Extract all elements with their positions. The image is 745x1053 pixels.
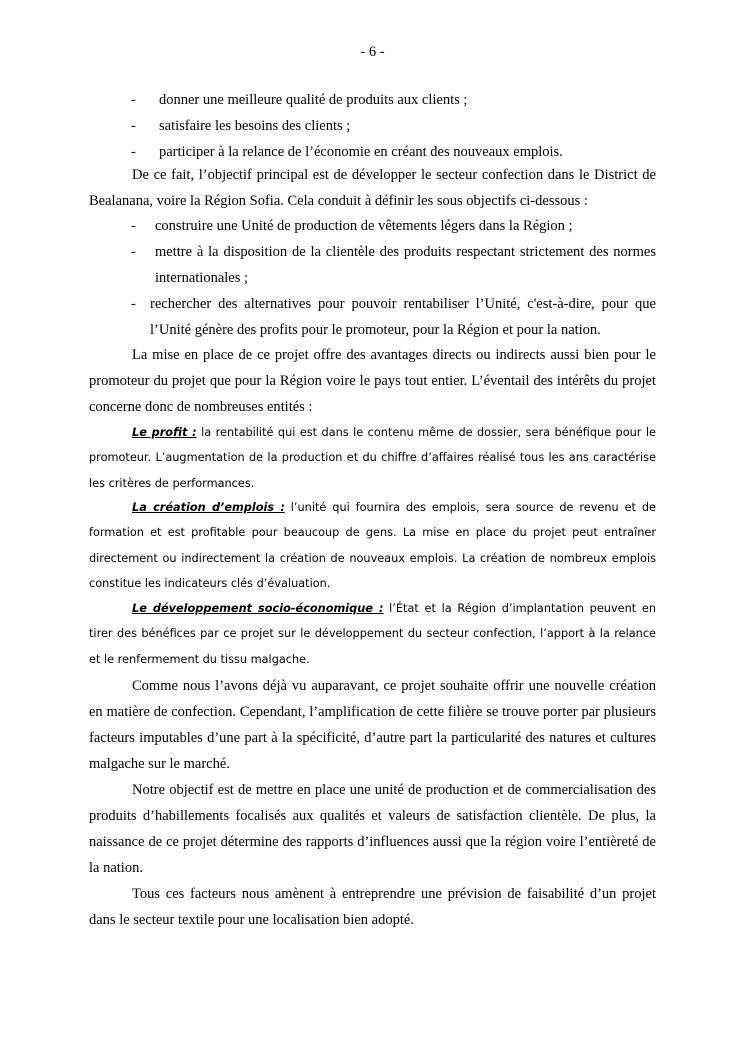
list-item [89, 213, 656, 239]
bullet-dash: - [131, 144, 136, 160]
paragraph-emplois [89, 495, 656, 596]
list-item-text: participer à la relance de l’économie en créant des nouveaux emplois. [159, 144, 563, 160]
bullet-dash: - [131, 296, 136, 312]
socio-text: l’État et la Région d’implantation peuvent en tirer des bénéfices par ce projet sur le développement du secteur confection, l’apport à la relance et le renfermement du tissu malgache. [89, 602, 656, 666]
paragraph-objective: De ce fait, l’objectif principal est de développer le secteur confection dans le District de Bealanana, voire la Région Sofia. Cela conduit à définir les sous objectifs ci-dessous : [89, 167, 656, 209]
bullet-dash: - [131, 244, 136, 260]
profit-text: la rentabilité qui est dans le contenu même de dossier, sera bénéfique pour le promoteur. L’augmentation de la production et du chiffre d’affaires réalisé tous les ans caractérise les critères de performances. [89, 426, 656, 490]
bullet-list-goals [89, 87, 656, 165]
paragraph-advantages: La mise en place de ce projet offre des avantages directs ou indirects aussi bien pour le promoteur du projet que pour la Région voire le pays tout entier. L’éventail des intérêts du projet concerne donc de nombreuses entités : [89, 347, 656, 415]
list-item-text: donner une meilleure qualité de produits aux clients ; [159, 92, 468, 108]
bullet-dash: - [131, 218, 136, 234]
profit-label: Le profit : [132, 426, 197, 439]
list-item [89, 87, 656, 113]
socio-label: Le développement socio-économique : [132, 602, 384, 615]
list-item [89, 291, 656, 343]
emplois-text: l’unité qui fournira des emplois, sera source de revenu et de formation et est profitable pour beaucoup de gens. La mise en place du projet peut entraîner directement ou indirectement la création de nouveaux emplois. La création de nombreux emplois constitue les indicateurs clés d’évaluation. [89, 501, 656, 590]
paragraph-socio-economique [89, 596, 656, 672]
bullet-list-sub-objectives [89, 213, 656, 343]
page-number: - 6 - [360, 44, 385, 60]
paragraph-tous: Tous ces facteurs nous amènent à entreprendre une prévision de faisabilité d’un projet dans le secteur textile pour une localisation bien adopté. [89, 886, 656, 928]
bullet-dash: - [131, 118, 136, 134]
paragraph-comme: Comme nous l’avons déjà vu auparavant, ce projet souhaite offrir une nouvelle création en matière de confection. Cependant, l’amplification de cette filière se trouve porter par plusieurs facteurs imputables d’une part à la spécificité, d’autre part la particularité des natures et cultures malgache sur le marché. [89, 678, 656, 772]
paragraph-notre-objectif: Notre objectif est de mettre en place une unité de production et de commercialisation des produits d’habillements focalisés aux qualités et valeurs de satisfaction clientèle. De plus, la naissance de ce projet détermine des rapports d’influences aussi que la région voire l’entièreté de la nation. [89, 782, 656, 876]
list-item-text: rechercher des alternatives pour pouvoir rentabiliser l’Unité, c'est-à-dire, pour que l’Unité génère des profits pour le promoteur, pour la Région et pour la nation. [150, 296, 656, 338]
list-item [89, 239, 656, 291]
list-item-text: construire une Unité de production de vêtements légers dans la Région ; [155, 218, 573, 234]
bullet-dash: - [131, 92, 136, 108]
emplois-label: La création d’emplois : [132, 501, 285, 514]
paragraph-profit [89, 420, 656, 496]
list-item-text: satisfaire les besoins des clients ; [159, 118, 351, 134]
list-item [89, 113, 656, 139]
list-item-text: mettre à la disposition de la clientèle des produits respectant strictement des normes internationales ; [155, 244, 656, 286]
